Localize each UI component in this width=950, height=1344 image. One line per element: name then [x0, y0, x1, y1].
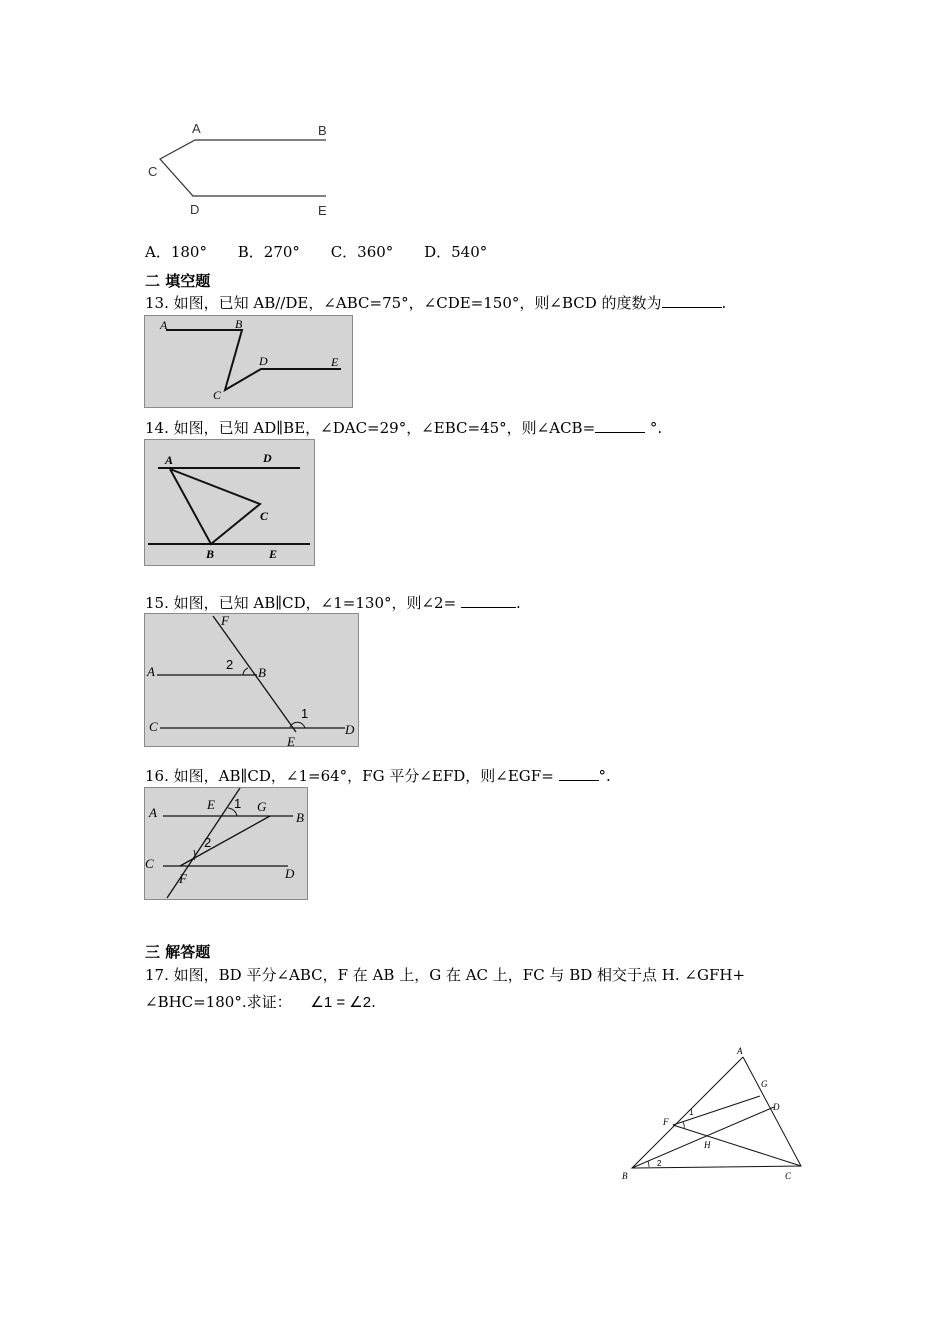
q14-label-C: C [260, 509, 269, 523]
section-3-title: 三 解答题 [145, 943, 211, 961]
q16-label-E: E [207, 797, 215, 812]
q16-label-F: F [179, 871, 187, 886]
q17-label-angle2: 2 [657, 1159, 662, 1168]
q17-label-B: B [622, 1171, 628, 1181]
q15-label-angle2: 2 [226, 657, 234, 672]
q15-after: . [515, 594, 521, 612]
q14-figure [145, 440, 314, 565]
choice-b[interactable]: B．270° [237, 243, 300, 261]
q16-label-B: B [296, 810, 304, 825]
q16-figure [145, 788, 307, 899]
choice-c[interactable]: C．360° [330, 243, 394, 261]
q16-label-C: C [145, 856, 154, 871]
q13-label-B: B [235, 317, 243, 331]
q14-question [145, 418, 662, 438]
q16-label-D: D [285, 866, 295, 881]
q16-figure-box [144, 787, 308, 900]
q15-label-C: C [149, 719, 158, 734]
q14-label-B: B [206, 547, 215, 561]
q14-after: °. [645, 419, 663, 437]
q16-answer-blank[interactable] [559, 766, 599, 781]
q14-label-E: E [269, 547, 278, 561]
q17-text: ∠BHC=180°.求证： [145, 993, 292, 1011]
q17-after: . [371, 993, 376, 1011]
q17-figure [615, 1040, 815, 1185]
q13-answer-blank[interactable] [662, 293, 722, 308]
q14-figure-box [144, 439, 315, 566]
q15-text: 15. 如图，已知 AB∥CD，∠1=130°，则∠2= [145, 594, 461, 612]
q14-answer-blank[interactable] [595, 418, 645, 433]
q15-label-A: A [147, 664, 155, 679]
q12-figure [140, 115, 340, 225]
q17-formula: ∠1 = ∠2 [310, 994, 372, 1011]
q16-label-G: G [257, 799, 267, 814]
q17-label-C: C [785, 1171, 792, 1181]
q16-label-angle2: 2 [204, 835, 212, 850]
q17-label-D: D [773, 1102, 780, 1112]
q17-label-F: F [663, 1117, 669, 1127]
q13-after: . [721, 294, 727, 312]
q16-text: 16. 如图，AB∥CD，∠1=64°，FG 平分∠EFD，则∠EGF= [145, 767, 559, 785]
q15-answer-blank[interactable] [461, 593, 516, 608]
q15-figure [145, 614, 358, 746]
q16-after: °. [598, 767, 611, 785]
q13-text: 13. 如图，已知 AB//DE，∠ABC=75°，∠CDE=150°，则∠BCD 的度数为 [145, 294, 662, 312]
q13-label-C: C [213, 388, 222, 402]
q16-question [145, 766, 611, 786]
q16-label-A: A [149, 805, 157, 820]
q15-figure-box [144, 613, 359, 747]
q12-choices [145, 242, 513, 262]
q14-label-A: A [165, 453, 174, 467]
q17-label-A: A [737, 1046, 743, 1056]
q17-label-angle1: 1 [689, 1108, 694, 1117]
q13-figure [145, 316, 352, 407]
q15-label-F: F [221, 614, 229, 628]
q17-line1: 17. 如图，BD 平分∠ABC，F 在 AB 上，G 在 AC 上，FC 与 BD 相交于点 H. ∠GFH+ [145, 966, 746, 984]
q15-label-angle1: 1 [301, 706, 309, 721]
choice-d[interactable]: D．540° [424, 243, 488, 261]
q15-label-D: D [345, 722, 355, 737]
q12-label-B: B [318, 123, 327, 138]
q13-label-A: A [160, 318, 168, 332]
q17-label-G: G [761, 1079, 768, 1089]
q12-label-A: A [192, 121, 201, 136]
q12-label-E: E [318, 203, 327, 218]
q13-question [145, 293, 726, 313]
q17-line2 [145, 992, 376, 1013]
section-2-title: 二 填空题 [145, 272, 211, 290]
q16-label-angle1: 1 [234, 796, 242, 811]
q13-figure-box [144, 315, 353, 408]
q13-label-E: E [331, 355, 339, 369]
q12-label-D: D [190, 202, 200, 217]
q13-label-D: D [259, 354, 268, 368]
q12-label-C: C [148, 164, 158, 179]
choice-a[interactable]: A．180° [145, 243, 207, 261]
q15-label-E: E [287, 734, 295, 746]
q17-label-H: H [704, 1140, 711, 1150]
q14-label-D: D [263, 451, 272, 465]
q15-label-B: B [258, 665, 266, 680]
q15-question [145, 593, 521, 613]
q14-text: 14. 如图，已知 AD∥BE，∠DAC=29°，∠EBC=45°，则∠ACB= [145, 419, 596, 437]
